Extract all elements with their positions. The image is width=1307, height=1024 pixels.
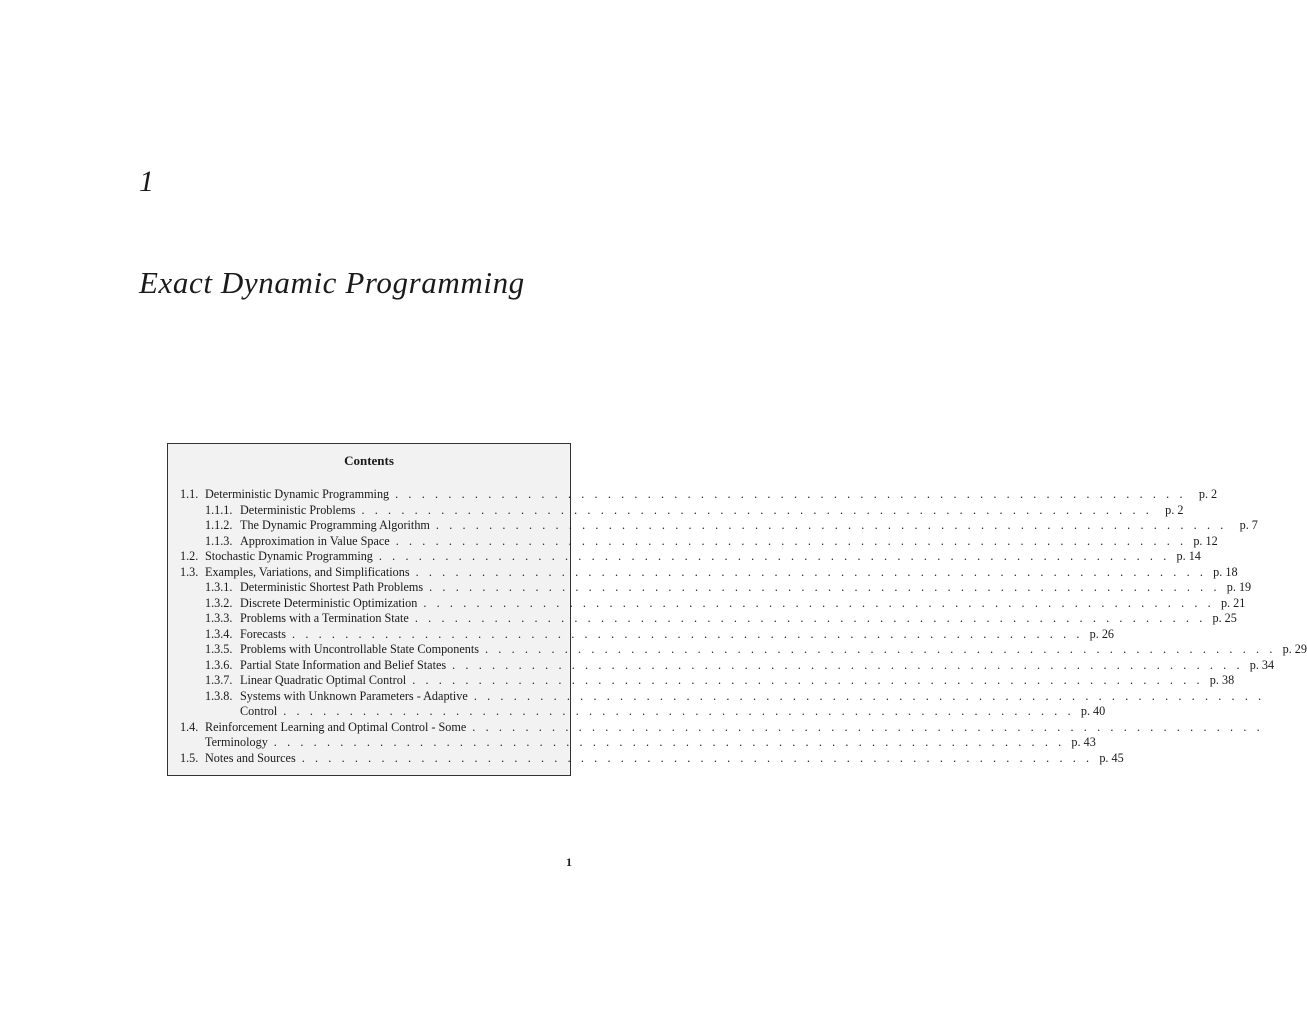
toc-entry[interactable] (180, 502, 1184, 519)
page-number: 1 (566, 855, 572, 869)
toc-entry-number: 1.3.1. (205, 580, 233, 594)
toc-entry-title: Notes and Sources (205, 750, 296, 765)
toc-dot-leader: . . . . . . . . . . . . . . . . . . . . . . . . . . . . . . . . . . . . . . . . . . . . . . . . . . . . . . . . . . . . (301, 750, 1093, 765)
toc-entry-number: 1.3.4. (205, 626, 233, 641)
toc-entry-number: 1.3.5. (205, 642, 233, 656)
toc-dot-leader: . . . . . . . . . . . . . . . . . . . . . . . . . . . . . . . . . . . . . . . . . . . . . . . . . . . . . . . . . . . . (361, 502, 1153, 517)
toc-entry-page: p. 21 (1220, 595, 1246, 610)
toc-entry-page: p. 26 (1089, 626, 1115, 641)
table-of-contents (180, 487, 1307, 766)
toc-dot-leader: . . . . . . . . . . . . . . . . . . . . . . . . . . . . . . . . . . . . . . . . . . . . . . . . . . . . . . . . . . . . (273, 735, 1065, 749)
toc-entry-page: p. 43 (1071, 735, 1096, 749)
toc-entry-title: Control (240, 704, 278, 718)
toc-entry-title: Reinforcement Learning and Optimal Control - Some (205, 719, 467, 734)
toc-entry-number: 1.3.2. (205, 595, 233, 610)
toc-entry[interactable] (180, 533, 1218, 550)
toc-entry-page: p. 38 (1209, 673, 1235, 687)
toc-entry-page: p. 34 (1249, 657, 1275, 672)
toc-entry-title: Deterministic Shortest Path Problems (240, 580, 424, 594)
toc-entry[interactable] (180, 626, 1115, 643)
toc-entry-title: Problems with a Termination State (240, 611, 409, 625)
toc-entry[interactable] (180, 673, 1235, 689)
toc-entry-title: Examples, Variations, and Simplifications (205, 564, 410, 579)
toc-entry-page: p. 12 (1193, 533, 1218, 548)
toc-entry-page: p. 7 (1239, 518, 1258, 532)
toc-entry-number: 1.5. (180, 750, 199, 765)
toc-dot-leader: . . . . . . . . . . . . . . . . . . . . . . . . . . . . . . . . . . . . . . . . . . . . . . . . . . . . . . . . . . . . (412, 673, 1204, 687)
toc-entry-title: Deterministic Problems (240, 502, 356, 517)
toc-dot-leader: . . . . . . . . . . . . . . . . . . . . . . . . . . . . . . . . . . . . . . . . . . . . . . . . . . . . . . . . . . . . (395, 487, 1187, 501)
toc-dot-leader: . . . . . . . . . . . . . . . . . . . . . . . . . . . . . . . . . . . . . . . . . . . . . . . . . . . . . . . . . . . . (292, 626, 1084, 641)
toc-entry-number: 1.4. (180, 719, 199, 734)
toc-entry[interactable] (180, 549, 1201, 565)
toc-entry-title: Approximation in Value Space (240, 533, 390, 548)
toc-dot-leader: . . . . . . . . . . . . . . . . . . . . . . . . . . . . . . . . . . . . . . . . . . . . . . . . . . . . . . . . . . . . (484, 642, 1276, 656)
toc-dot-leader: . . . . . . . . . . . . . . . . . . . . . . . . . . . . . . . . . . . . . . . . . . . . . . . . . . . . . . . . . . . . (415, 564, 1207, 579)
toc-entry-page: p. 2 (1165, 502, 1184, 517)
toc-entry-page: p. 29 (1282, 642, 1307, 656)
toc-entry-title: Discrete Deterministic Optimization (240, 595, 418, 610)
toc-dot-leader: . . . . . . . . . . . . . . . . . . . . . . . . . . . . . . . . . . . . . . . . . . . . . . . . . . . . . . . . . . . . (283, 704, 1075, 718)
toc-entry-title: Partial State Information and Belief States (240, 657, 447, 672)
toc-dot-leader: . . . . . . . . . . . . . . . . . . . . . . . . . . . . . . . . . . . . . . . . . . . . . . . . . . . . . . . . . . . . (378, 549, 1170, 563)
toc-entry[interactable] (180, 487, 1218, 503)
toc-entry-page: p. 14 (1176, 549, 1201, 563)
toc-dot-leader: . . . . . . . . . . . . . . . . . . . . . . . . . . . . . . . . . . . . . . . . . . . . . . . . . . . . . . . . . . . . (423, 595, 1215, 610)
contents-box (167, 443, 1307, 776)
toc-entry-title: Problems with Uncontrollable State Components (240, 642, 479, 656)
toc-entry[interactable] (180, 657, 1275, 674)
toc-entry-number: 1.3.7. (205, 673, 233, 687)
toc-entry-number: 1.3. (180, 564, 199, 579)
toc-entry[interactable] (180, 595, 1246, 612)
toc-entry-page: p. 18 (1213, 564, 1238, 579)
toc-dot-leader: . . . . . . . . . . . . . . . . . . . . . . . . . . . . . . . . . . . . . . . . . . . . . . . . . . . . . . . . . . . . (414, 611, 1206, 625)
toc-entry-number: 1.1. (180, 487, 199, 501)
toc-entry-number: 1.2. (180, 549, 199, 563)
toc-entry-page: p. 25 (1212, 611, 1237, 625)
contents-heading: Contents (344, 453, 394, 468)
toc-entry-page: p. 40 (1080, 704, 1106, 718)
toc-entry[interactable] (180, 580, 1252, 596)
toc-dot-leader: . . . . . . . . . . . . . . . . . . . . . . . . . . . . . . . . . . . . . . . . . . . . . . . . . . . . . . . . . . . . (473, 688, 1265, 703)
toc-dot-leader: . . . . . . . . . . . . . . . . . . . . . . . . . . . . . . . . . . . . . . . . . . . . . . . . . . . . . . . . . . . . (435, 518, 1227, 532)
toc-entry-number: 1.1.2. (205, 518, 233, 532)
toc-entry[interactable] (180, 642, 1307, 658)
toc-entry-title: Linear Quadratic Optimal Control (240, 673, 407, 687)
toc-entry-number: 1.3.8. (205, 688, 233, 703)
toc-dot-leader: . . . . . . . . . . . . . . . . . . . . . . . . . . . . . . . . . . . . . . . . . . . . . . . . . . . . . . . . . . . . (472, 719, 1264, 734)
toc-entry-title: Forecasts (240, 626, 287, 641)
toc-entry-title: Systems with Unknown Parameters - Adaptive (240, 688, 468, 703)
toc-entry-title: The Dynamic Programming Algorithm (240, 518, 430, 532)
chapter-number: 1 (139, 165, 154, 198)
toc-entry[interactable] (180, 735, 1096, 751)
toc-entry-title: Terminology (205, 735, 268, 749)
toc-entry-page: p. 45 (1099, 750, 1124, 765)
toc-entry-page: p. 19 (1226, 580, 1252, 594)
toc-entry[interactable] (180, 704, 1106, 720)
toc-entry-number: 1.3.6. (205, 657, 233, 672)
toc-dot-leader: . . . . . . . . . . . . . . . . . . . . . . . . . . . . . . . . . . . . . . . . . . . . . . . . . . . . . . . . . . . . (429, 580, 1221, 594)
toc-entry-number: 1.1.1. (205, 502, 233, 517)
toc-entry[interactable] (180, 719, 1264, 736)
toc-entry[interactable] (180, 611, 1237, 627)
toc-entry-title: Stochastic Dynamic Programming (205, 549, 373, 563)
toc-dot-leader: . . . . . . . . . . . . . . . . . . . . . . . . . . . . . . . . . . . . . . . . . . . . . . . . . . . . . . . . . . . . (452, 657, 1244, 672)
toc-entry[interactable] (180, 518, 1258, 534)
toc-entry[interactable] (180, 564, 1238, 581)
toc-dot-leader: . . . . . . . . . . . . . . . . . . . . . . . . . . . . . . . . . . . . . . . . . . . . . . . . . . . . . . . . . . . . (395, 533, 1187, 548)
toc-entry-number: 1.3.3. (205, 611, 233, 625)
toc-entry[interactable] (180, 688, 1265, 705)
toc-entry-number: 1.1.3. (205, 533, 233, 548)
toc-entry-title: Deterministic Dynamic Programming (205, 487, 390, 501)
toc-entry-page: p. 2 (1198, 487, 1218, 501)
chapter-title: Exact Dynamic Programming (139, 265, 525, 300)
toc-entry[interactable] (180, 750, 1124, 767)
